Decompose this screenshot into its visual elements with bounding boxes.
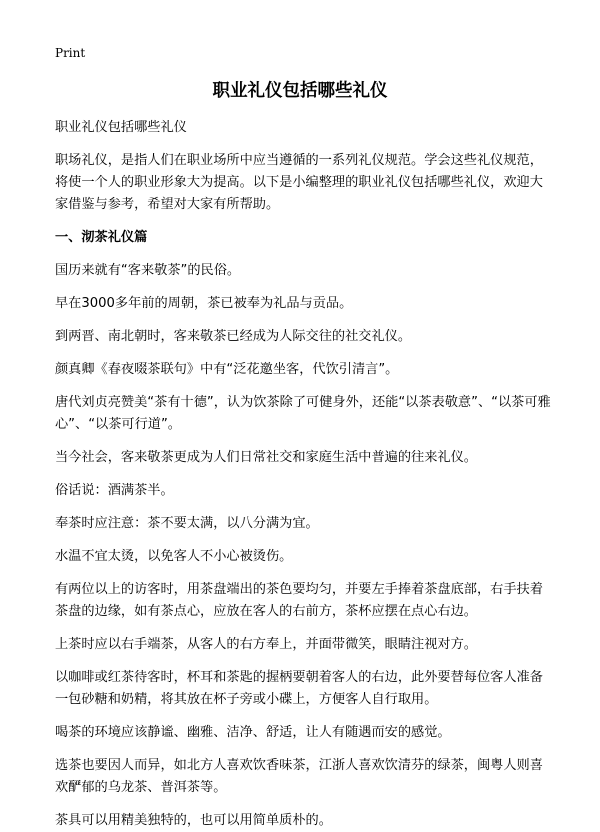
- paragraph: 俗话说：酒满茶半。: [55, 483, 174, 498]
- intro-paragraph: 职场礼仪，是指人们在职业场所中应当遵循的一系列礼仪规范。学会这些礼仪规范，将使一个人的职业形象大为提高。以下是小编整理的职业礼仪包括哪些礼仪，欢迎大家借鉴与参考，希望对大家有所帮助。: [55, 153, 543, 212]
- paragraph: 颜真卿《春夜啜茶联句》中有“泛花邀坐客，代饮引清言”。: [55, 362, 399, 377]
- paragraph: 早在3000多年前的周朝，茶已被奉为礼品与贡品。: [55, 296, 353, 311]
- paragraph: 喝茶的环境应该静谧、幽雅、洁净、舒适，让人有随遇而安的感觉。: [55, 725, 451, 740]
- paragraph: 奉茶时应注意：茶不要太满，以八分满为宜。: [55, 516, 319, 531]
- print-link[interactable]: Print: [55, 46, 86, 60]
- document-body: [55, 117, 555, 832]
- paragraph: 茶具可以用精美独特的，也可以用简单质朴的。: [55, 813, 332, 828]
- paragraph: 有两位以上的访客时，用茶盘端出的茶色要均匀，并要左手捧着茶盘底部，右手扶着茶盘的边缘，如有茶点心，应放在客人的右前方，茶杯应摆在点心右边。: [55, 582, 543, 619]
- paragraph: 水温不宜太烫，以免客人不小心被烫伤。: [55, 549, 293, 564]
- paragraph: 以咖啡或红茶待客时，杯耳和茶匙的握柄要朝着客人的右边，此外要替每位客人准备一包砂糖和奶精，将其放在杯子旁或小碟上，方便客人自行取用。: [55, 670, 543, 707]
- paragraph: 唐代刘贞亮赞美“茶有十德”，认为饮茶除了可健身外，还能“以茶表敬意”、“以茶可雅心”、“以茶可行道”。: [55, 395, 551, 432]
- subtitle: 职业礼仪包括哪些礼仪: [55, 120, 187, 135]
- section-heading: 一、沏茶礼仪篇: [55, 230, 148, 245]
- paragraph: 国历来就有“客来敬茶”的民俗。: [55, 263, 241, 278]
- document-title: 职业礼仪包括哪些礼仪: [212, 81, 388, 101]
- paragraph: 到两晋、南北朝时，客来敬茶已经成为人际交往的社交礼仪。: [55, 329, 412, 344]
- paragraph: 上茶时应以右手端茶，从客人的右方奉上，并面带微笑，眼睛注视对方。: [55, 637, 477, 652]
- paragraph: 选茶也要因人而异，如北方人喜欢饮香味茶，江浙人喜欢饮清芬的绿茶，闽粤人则喜欢酽郁的乌龙茶、普洱茶等。: [55, 758, 543, 795]
- paragraph: 当今社会，客来敬茶更成为人们日常社交和家庭生活中普遍的往来礼仪。: [55, 450, 477, 465]
